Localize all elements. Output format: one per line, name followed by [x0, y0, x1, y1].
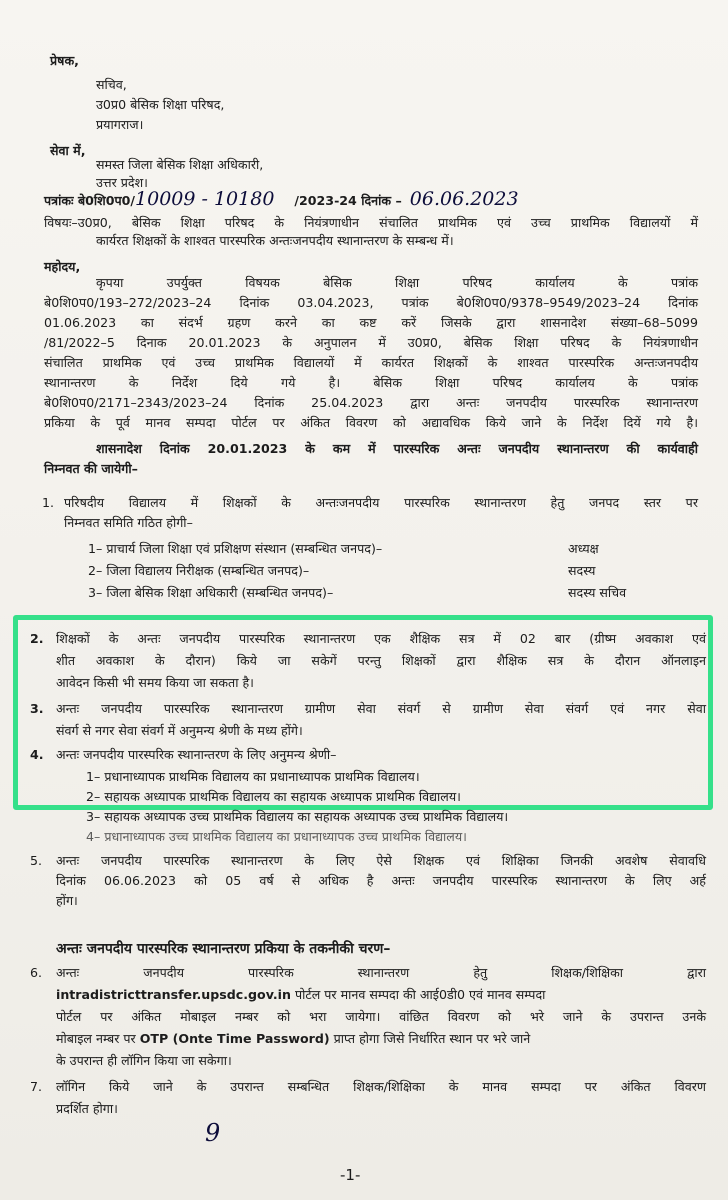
item-5-line-3: होंग।	[56, 893, 78, 908]
item-1-number: 1.	[42, 495, 55, 510]
salutation: महोदय,	[44, 259, 81, 274]
body-line: कृपया उपर्युक्त विषयक बेसिक शिक्षा परिषद कार्यालय के पत्रांक	[96, 275, 698, 290]
sender-label: प्रेषक,	[50, 53, 79, 68]
body-line: संचालित प्राथमिक एवं उच्च प्राथमिक विद्यालयों में कार्यरत शिक्षकों के शाश्वत पारस्परिक अन्तःजनपदीय	[44, 355, 698, 370]
item-3-line-2: संवर्ग से नगर सेवा संवर्ग में अनुमन्य श्रेणी के मध्य होंगे।	[56, 723, 303, 738]
body-line: प्रकिया के पूर्व मानव सम्पदा पोर्टल पर अंकित विवरण को अद्यावधिक किये जाने के निर्देश दियें गये है।	[44, 415, 698, 430]
otp-term: OTP (Onte Time Password)	[139, 1031, 330, 1046]
item-6-line-3: पोर्टल पर अंकित मोबाइल नम्बर को भरा जायेगा। वांछित विवरण को भरे जाने के उपरान्त उनके	[56, 1009, 706, 1024]
item-1-line-2: निम्नवत समिति गठित होगी–	[64, 515, 193, 530]
item-4-line-1: अन्तः जनपदीय पारस्परिक स्थानान्तरण के लिए अनुमन्य श्रेणी–	[56, 747, 337, 762]
body-line: 01.06.2023 का संदर्भ ग्रहण करने का कष्ट करें जिसके द्वारा शासनादेश संख्या–68–5099	[44, 315, 698, 330]
category-item: 3– सहायक अध्यापक उच्च प्राथमिक विद्यालय का सहायक अध्यापक उच्च प्राथमिक विद्यालय।	[86, 809, 509, 824]
item-2-line-2: शीत अवकाश के दौरान) किये जा सकेगें परन्तु शिक्षकों द्वारा शैक्षिक सत्र के दौरान ऑनलाइन	[56, 653, 706, 668]
recipient-line-1: समस्त जिला बेसिक शिक्षा अधिकारी,	[96, 157, 264, 172]
item-6-number: 6.	[30, 965, 43, 980]
category-item: 4– प्रधानाध्यापक उच्च प्राथमिक विद्यालय का प्रधानाध्यापक उच्च प्राथमिक विद्यालय।	[86, 829, 467, 844]
item-6-line-1: अन्तः जनपदीय पारस्परिक स्थानान्तरण हेतु शिक्षक/शिक्षिका द्वारा	[56, 965, 706, 980]
subject-line-2: कार्यरत शिक्षकों के शाश्वत पारस्परिक अन्तःजनपदीय स्थानान्तरण के सम्बन्ध में।	[96, 233, 454, 248]
committee-role: अध्यक्ष	[568, 541, 599, 556]
committee-member: 2– जिला विद्यालय निरीक्षक (सम्बन्धित जनपद)–	[88, 563, 310, 578]
page-number: -1-	[340, 1166, 361, 1184]
item-5-number: 5.	[30, 853, 43, 868]
item-5-line-2: दिनांक 06.06.2023 को 05 वर्ष से अधिक है अन्तः जनपदीय पारस्परिक स्थानान्तरण के लिए अर्ह	[56, 873, 706, 888]
bold-para-line-1: शासनादेश दिनांक 20.01.2023 के कम में पारस्परिक अन्तः जनपदीय स्थानान्तरण की कार्यवाही	[96, 441, 698, 456]
category-item: 1– प्रधानाध्यापक प्राथमिक विद्यालय का प्रधानाध्यापक प्राथमिक विद्यालय।	[86, 769, 420, 784]
tech-heading: अन्तः जनपदीय पारस्परिक स्थानान्तरण प्रकिया के तकनीकी चरण–	[56, 941, 391, 957]
item-6-line-4: मोबाइल नम्बर पर OTP (Onte Time Password) प्राप्त होगा जिसे निर्धारित स्थान पर भरे जाने	[56, 1031, 531, 1046]
body-line: बे0शि0प0/2171–2343/2023–24 दिनांक 25.04.2023 द्वारा अन्तः जनपदीय पारस्परिक स्थानान्तरण	[44, 395, 698, 410]
sender-line-1: सचिव,	[96, 77, 127, 92]
letter-reference	[44, 190, 728, 210]
sender-line-2: उ0प्र0 बेसिक शिक्षा परिषद,	[96, 97, 225, 112]
item-7-line-2: प्रदर्शित होगा।	[56, 1101, 118, 1116]
handwritten-mark: 9	[205, 1119, 221, 1147]
committee-role: सदस्य	[568, 563, 596, 578]
item-2-line-3: आवेदन किसी भी समय किया जा सकता है।	[56, 675, 254, 690]
body-line: बे0शि0प0/193–272/2023–24 दिनांक 03.04.2023, पत्रांक बे0शि0प0/9378–9549/2023–24 दिनांक	[44, 295, 698, 310]
handwritten-letter-number: 10009 - 10180	[135, 188, 275, 210]
bold-para-line-2: निम्नवत की जायेगी–	[44, 461, 138, 476]
recipient-label: सेवा में,	[50, 143, 86, 158]
item-6-line-5: के उपरान्त ही लॉगिन किया जा सकेगा।	[56, 1053, 232, 1068]
item-3-line-1: अन्तः जनपदीय पारस्परिक स्थानान्तरण ग्रामीण सेवा संवर्ग से ग्रामीण सेवा संवर्ग एवं नगर सेवा	[56, 701, 706, 716]
item-5-line-1: अन्तः जनपदीय पारस्परिक स्थानान्तरण के लिए ऐसे शिक्षक एवं शिक्षिका जिनकी अवशेष सेवावधि	[56, 853, 706, 868]
handwritten-letter-date: 06.06.2023	[409, 188, 519, 210]
item-3-number: 3.	[30, 701, 44, 716]
item-1-line-1: परिषदीय विद्यालय में शिक्षकों के अन्तःजनपदीय पारस्परिक स्थानान्तरण हेतु जनपद स्तर पर	[64, 495, 698, 510]
item-7-line-1: लॉगिन किये जाने के उपरान्त सम्बन्धित शिक्षक/शिक्षिका के मानव सम्पदा पर अंकित विवरण	[56, 1079, 706, 1094]
letter-ref-prefix: पत्रांकः बे0शि0प0/	[44, 193, 136, 208]
letter-ref-middle: /2023-24 दिनांक –	[294, 193, 402, 208]
item-2-line-1: शिक्षकों के अन्तः जनपदीय पारस्परिक स्थानान्तरण एक शैक्षिक सत्र में 02 बार (ग्रीष्म अवकाश एवं	[56, 631, 706, 646]
subject-line-1: विषयः–उ0प्र0, बेसिक शिक्षा परिषद के नियंत्रणाधीन संचालित प्राथमिक एवं उच्च प्राथमिक विद्यालयों में	[44, 215, 698, 230]
body-line: स्थानान्तरण के निर्देश दिये गये है। बेसिक शिक्षा परिषद कार्यालय के पत्रांक	[44, 375, 698, 390]
committee-member: 3– जिला बेसिक शिक्षा अधिकारी (सम्बन्धित जनपद)–	[88, 585, 334, 600]
recipient-line-2: उत्तर प्रदेश।	[96, 175, 148, 190]
committee-member: 1– प्राचार्य जिला शिक्षा एवं प्रशिक्षण संस्थान (सम्बन्धित जनपद)–	[88, 541, 383, 556]
item-6-line-2: intradistricttransfer.upsdc.gov.in पोर्टल पर मानव सम्पदा की आई0डी0 एवं मानव सम्पदा	[56, 987, 546, 1002]
item-2-number: 2.	[30, 631, 44, 646]
item-4-number: 4.	[30, 747, 44, 762]
body-line: /81/2022–5 दिनाक 20.01.2023 के अनुपालन में उ0प्र0, बेसिक शिक्षा परिषद के नियंत्रणाधीन	[44, 335, 698, 350]
sender-line-3: प्रयागराज।	[96, 117, 144, 132]
portal-url: intradistricttransfer.upsdc.gov.in	[56, 987, 291, 1002]
item-7-number: 7.	[30, 1079, 43, 1094]
committee-role: सदस्य सचिव	[568, 585, 627, 600]
category-item: 2– सहायक अध्यापक प्राथमिक विद्यालय का सहायक अध्यापक प्राथमिक विद्यालय।	[86, 789, 461, 804]
